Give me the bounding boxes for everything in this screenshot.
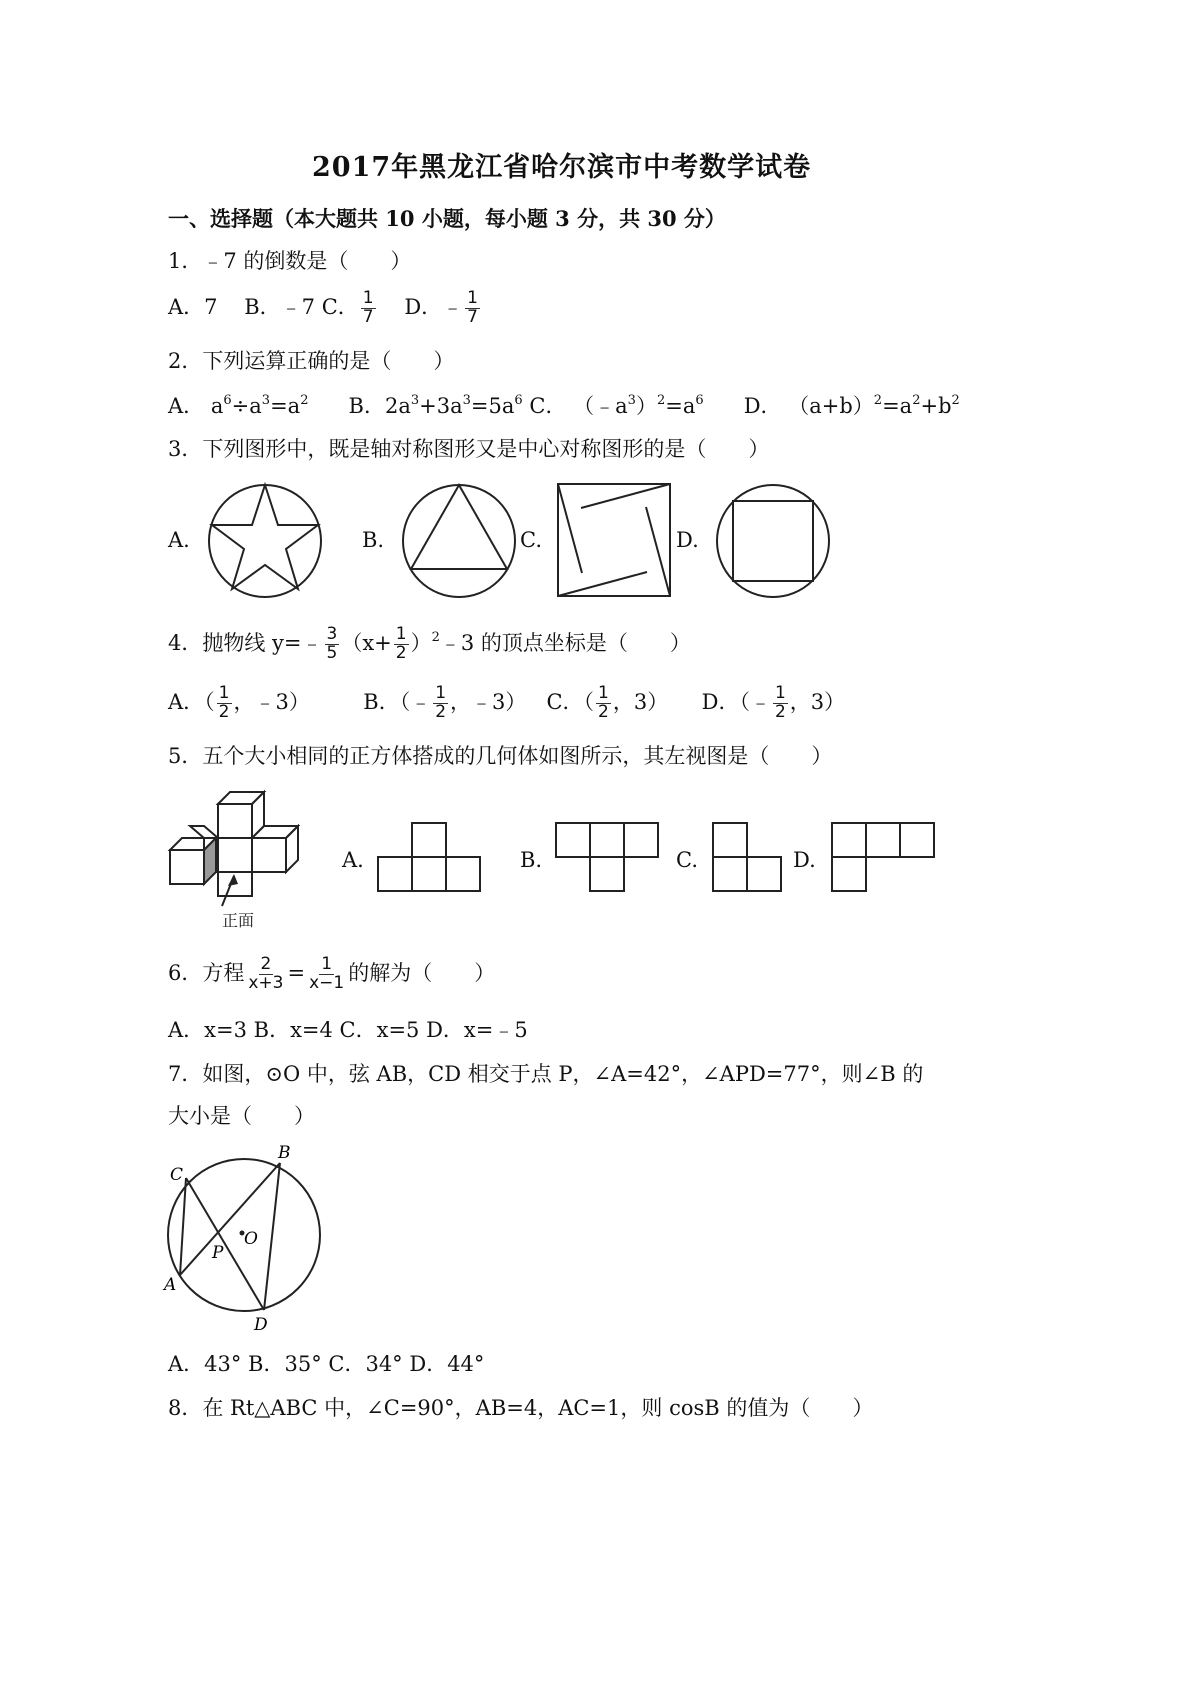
question-2-stem: 2．下列运算正确的是（ ）: [168, 349, 455, 373]
pinwheel-square-figure: [552, 478, 676, 602]
question-7-stem-line2: 大小是（ ）: [168, 1104, 315, 1128]
fraction: $\frac{2}{x+3}$: [248, 954, 284, 993]
circle-chords-figure: [162, 1140, 327, 1335]
triangle-in-circle-figure: [394, 478, 524, 604]
label-p: P: [212, 1243, 224, 1263]
option-d: D． $(a+b)^2=a^2+b^2$: [743, 393, 960, 418]
option-c: C． $\frac{1}{7}$: [321, 288, 374, 327]
fraction: $\frac{1}{2}$: [395, 624, 407, 663]
left-view-d-figure: [828, 820, 940, 894]
option-c-label: C.: [676, 848, 698, 872]
option-a: A．（ $\frac{1}{2}$ ，﹣3）: [168, 683, 310, 722]
question-5-stem: 5．五个大小相同的正方体搭成的几何体如图所示，其左视图是（ ）: [168, 744, 833, 768]
option-b: B．$2a^3+3a^3=5a^6$: [348, 393, 523, 418]
left-view-a-figure: [376, 820, 486, 894]
option-b: B．（﹣ $\frac{1}{2}$ ，﹣3）: [363, 683, 527, 722]
question-1-stem: 1．﹣7 的倒数是（ ）: [168, 249, 412, 273]
fraction: $\frac{3}{5}$: [326, 624, 338, 663]
option-a: A． $a^6\div a^3=a^2$: [168, 393, 309, 418]
option-a-label: A.: [168, 528, 190, 552]
label-b: B: [278, 1143, 291, 1163]
page-title: 2017年黑龙江省哈尔滨市中考数学试卷: [312, 152, 812, 183]
option-c-label: C.: [520, 528, 542, 552]
cube-stack-figure: [164, 786, 314, 936]
question-7-options: A．43° B．35° C．34° D．44°: [168, 1352, 485, 1376]
question-4-options: [168, 685, 845, 722]
fraction: $\frac{1}{7}$: [467, 288, 478, 327]
option-d-label: D.: [676, 528, 699, 552]
option-c: C． $(﹣a^3)^2=a^6$: [529, 393, 704, 418]
section-heading: 一、选择题（本大题共 10 小题，每小题 3 分，共 30 分）: [168, 206, 726, 231]
star-in-circle-figure: [200, 478, 330, 604]
option-d-label: D.: [793, 848, 816, 872]
option-d: D．（﹣ $\frac{1}{2}$ ，3）: [701, 683, 846, 722]
question-6-stem: 6．方程 $\frac{2}{x+3}$ = $\frac{1}{x-1}$ 的解为（ ）: [168, 954, 496, 993]
label-c: C: [170, 1165, 184, 1185]
question-7-stem-line1: 7．如图，⊙O 中，弦 AB，CD 相交于点 P，∠A=42°，∠APD=77°，则∠B 的: [168, 1062, 924, 1086]
question-2-options: [168, 390, 960, 420]
option-a-label: A.: [342, 848, 364, 872]
question-8-stem: 8．在 Rt△ABC 中，∠C=90°，AB=4，AC=1，则 cosB 的值为（ ）: [168, 1396, 874, 1420]
left-view-c-figure: [710, 820, 786, 894]
fraction: $\frac{1}{7}$: [362, 288, 374, 327]
left-view-b-figure: [552, 820, 662, 894]
option-b-label: B.: [520, 848, 543, 872]
option-c: C．（ $\frac{1}{2}$ ，3）: [546, 683, 669, 722]
option-b-label: B.: [362, 528, 385, 552]
option-d: D．﹣ $\frac{1}{7}$: [404, 288, 478, 327]
fraction: $\frac{1}{x-1}$: [309, 954, 345, 993]
question-4-stem: 4．抛物线 y=﹣ $\frac{3}{5}$ （x+ $\frac{1}{2}$ ）$^2$﹣3 的顶点坐标是（ ）: [168, 624, 691, 663]
label-o: O: [244, 1229, 258, 1249]
question-6-options: A．x=3 B．x=4 C．x=5 D．x=﹣5: [168, 1018, 528, 1042]
square-in-circle-figure: [708, 478, 838, 604]
label-a: A: [164, 1275, 177, 1295]
option-a: A．7: [168, 294, 218, 319]
question-1-options: [168, 290, 482, 327]
question-3-stem: 3．下列图形中，既是轴对称图形又是中心对称图形的是（ ）: [168, 437, 770, 461]
front-label: 正面: [222, 911, 255, 930]
option-b: B．﹣7: [244, 294, 316, 319]
label-d: D: [254, 1315, 268, 1335]
